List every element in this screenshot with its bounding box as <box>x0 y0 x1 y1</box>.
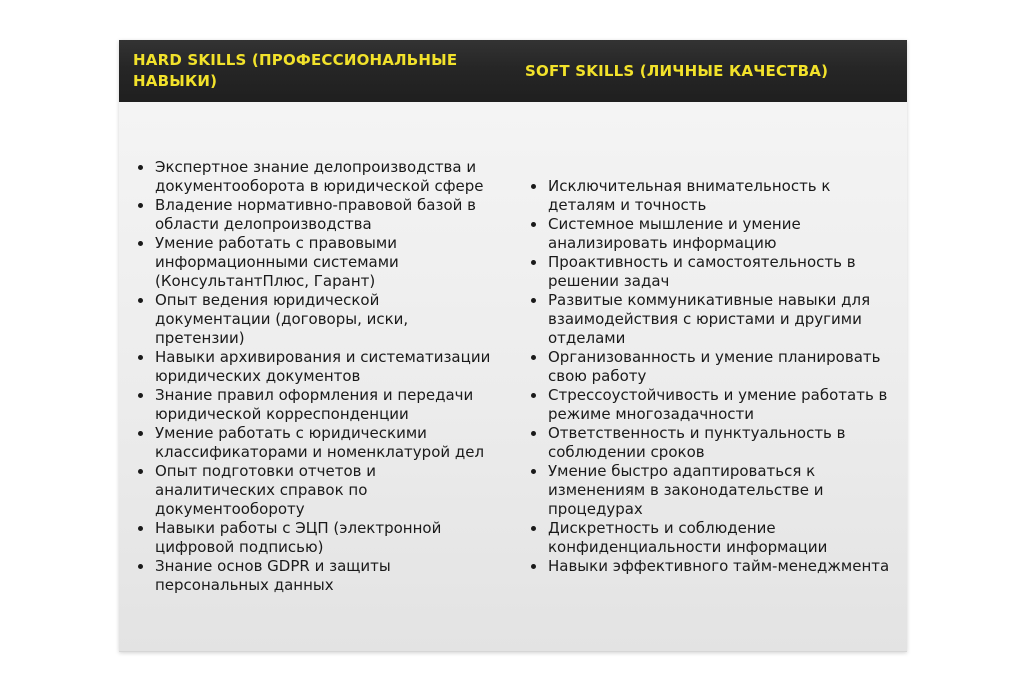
hard-skills-header-label: HARD SKILLS (ПРОФЕССИОНАЛЬНЫЕ НАВЫКИ) <box>133 51 458 90</box>
table-header-row <box>119 40 907 102</box>
table-body-row <box>119 102 907 652</box>
soft-skills-header <box>513 40 907 102</box>
hard-skill-item: • Экспертное знание делопроизводства и документооборота в юридической сфере <box>154 158 499 196</box>
soft-skill-item: • Организованность и умение планировать свою работу <box>547 348 897 386</box>
hard-skills-column <box>119 102 513 651</box>
hard-skill-item: • Умение работать с правовыми информационными системами (КонсультантПлюс, Гарант) <box>154 234 499 291</box>
soft-skill-item: • Стрессоустойчивость и умение работать в режиме многозадачности <box>547 386 897 424</box>
soft-skills-column <box>513 102 907 651</box>
hard-skills-list <box>135 158 499 595</box>
hard-skill-item: • Навыки работы с ЭЦП (электронной цифровой подписью) <box>154 519 499 557</box>
hard-skill-item: • Опыт подготовки отчетов и аналитических справок по документообороту <box>154 462 499 519</box>
hard-skill-item: • Владение нормативно-правовой базой в области делопроизводства <box>154 196 499 234</box>
soft-skill-item: • Системное мышление и умение анализировать информацию <box>547 215 897 253</box>
hard-skill-item: • Знание правил оформления и передачи юридической корреспонденции <box>154 386 499 424</box>
skills-comparison-table <box>119 40 907 652</box>
soft-skill-item: • Навыки эффективного тайм-менеджмента <box>547 557 897 576</box>
soft-skill-item: • Развитые коммуникативные навыки для взаимодействия с юристами и другими отделами <box>547 291 897 348</box>
hard-skill-item: • Навыки архивирования и систематизации юридических документов <box>154 348 499 386</box>
soft-skill-item: • Исключительная внимательность к деталям и точность <box>547 177 897 215</box>
soft-skills-header-label: SOFT SKILLS (ЛИЧНЫЕ КАЧЕСТВА) <box>525 61 829 80</box>
hard-skills-header <box>119 40 513 102</box>
soft-skills-list <box>528 177 897 576</box>
hard-skill-item: • Знание основ GDPR и защиты персональных данных <box>154 557 499 595</box>
hard-skill-item: • Умение работать с юридическими классификаторами и номенклатурой дел <box>154 424 499 462</box>
soft-skill-item: • Проактивность и самостоятельность в решении задач <box>547 253 897 291</box>
soft-skill-item: • Умение быстро адаптироваться к изменениям в законодательстве и процедурах <box>547 462 897 519</box>
soft-skill-item: • Ответственность и пунктуальность в соблюдении сроков <box>547 424 897 462</box>
soft-skill-item: • Дискретность и соблюдение конфиденциальности информации <box>547 519 897 557</box>
hard-skill-item: • Опыт ведения юридической документации (договоры, иски, претензии) <box>154 291 499 348</box>
